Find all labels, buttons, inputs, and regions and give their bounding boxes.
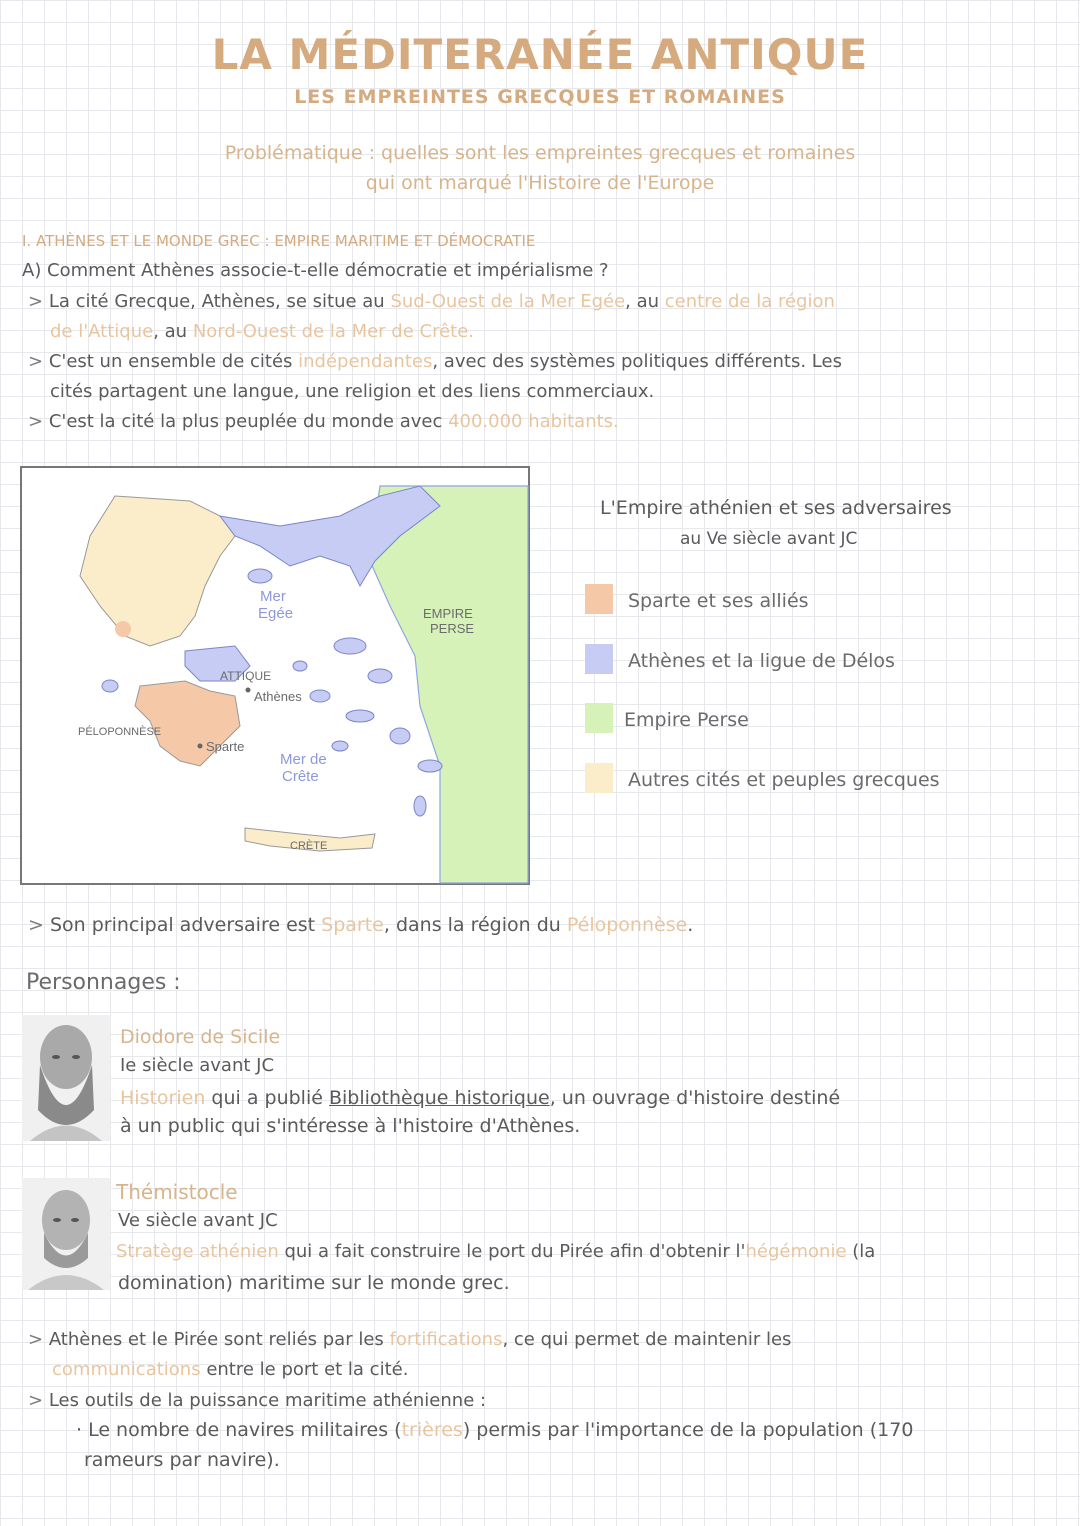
label-crete: CRÈTE [290,840,328,852]
page-title: LA MÉDITERANÉE ANTIQUE [211,30,869,79]
region-sparte-ally [115,621,131,637]
themistocle-portrait [22,1178,110,1290]
problematique-text-1: quelles sont les empreintes grecques et romaines [381,142,856,164]
label-sparte: Sparte [206,739,245,754]
legend-swatch-sparte [585,584,613,614]
section-heading: I. ATHÈNES ET LE MONDE GREC : EMPIRE MARITIME ET DÉMOCRATIE [22,232,536,250]
label-attique: ATTIQUE [220,669,272,683]
legend-title-2: au Ve siècle avant JC [680,529,858,549]
themistocle-desc-line-2: domination) maritime sur le monde grec. [118,1272,510,1294]
bullet-navires-line-2: rameurs par navire). [84,1449,280,1471]
diodore-desc-line-2: à un public qui s'intéresse à l'histoire d'Athènes. [120,1115,581,1137]
legend-swatch-autres [585,763,613,793]
greece-map [20,466,530,885]
label-mer-crete-2: Crête [282,768,319,785]
legend-swatch-athenes [585,644,613,674]
themistocle-desc-line-1: Stratège athénien qui a fait construire le port du Pirée afin d'obtenir l'hégémonie (la [116,1241,876,1262]
bullet-cites-line-2: cités partagent une langue, une religion et des liens commerciaux. [50,381,655,402]
themistocle-name: Thémistocle [116,1180,238,1204]
bullet-cites-line-1: > C'est un ensemble de cités indépendantes, avec des systèmes politiques différents. Les [28,351,842,372]
legend-label-athenes: Athènes et la ligue de Délos [628,650,895,672]
themistocle-date: Ve siècle avant JC [118,1210,278,1231]
sparte-marker [198,744,203,749]
page-subtitle: LES EMPREINTES GRECQUES ET ROMAINES [294,86,786,108]
legend-swatch-perse [585,703,613,733]
bullet-location-line-2: de l'Attique, au Nord-Ouest de la Mer de Crête. [50,321,475,342]
legend-title-1: L'Empire athénien et ses adversaires [600,497,952,519]
label-empire-perse-1: EMPIRE [423,606,473,621]
bullet-adversaire: > Son principal adversaire est Sparte, dans la région du Péloponnèse. [28,914,694,936]
label-athenes: Athènes [254,689,302,704]
diodore-desc-line-1: Historien qui a publié Bibliothèque historique, un ouvrage d'histoire destiné [120,1087,841,1109]
label-mer-egee-2: Egée [258,605,294,622]
bullet-navires-line-1: · Le nombre de navires militaires (trières) permis par l'importance de la population (170 [76,1419,914,1441]
label-empire-perse-2: PERSE [430,621,475,636]
problematique-label: Problématique : [224,142,375,164]
section-question: A) Comment Athènes associe-t-elle démocratie et impérialisme ? [22,260,609,281]
legend-label-sparte: Sparte et ses alliés [628,590,809,612]
diodore-date: Ie siècle avant JC [120,1055,275,1076]
bullet-outils: > Les outils de la puissance maritime athénienne : [28,1390,487,1411]
label-peloponnese: PÉLOPONNÈSE [78,726,162,738]
bullet-population: > C'est la cité la plus peuplée du monde avec 400.000 habitants. [28,411,619,432]
personnages-heading: Personnages : [26,970,181,995]
label-mer-egee-1: Mer [260,588,286,605]
diodore-portrait [22,1015,110,1141]
label-mer-crete-1: Mer de [280,751,327,768]
legend-label-perse: Empire Perse [624,709,749,731]
athenes-marker [246,688,251,693]
diodore-name: Diodore de Sicile [120,1026,281,1048]
problematique-line-2: qui ont marqué l'Histoire de l'Europe [365,172,715,194]
legend-label-autres: Autres cités et peuples grecques [628,769,940,791]
bullet-fortifications-line-2: communications entre le port et la cité. [52,1359,409,1380]
bullet-fortifications-line-1: > Athènes et le Pirée sont reliés par les fortifications, ce qui permet de maintenir les [28,1329,792,1350]
bullet-location-line-1: > La cité Grecque, Athènes, se situe au Sud-Ouest de la Mer Egée, au centre de la région [28,291,835,312]
problematique-line-1 [0,142,1080,164]
